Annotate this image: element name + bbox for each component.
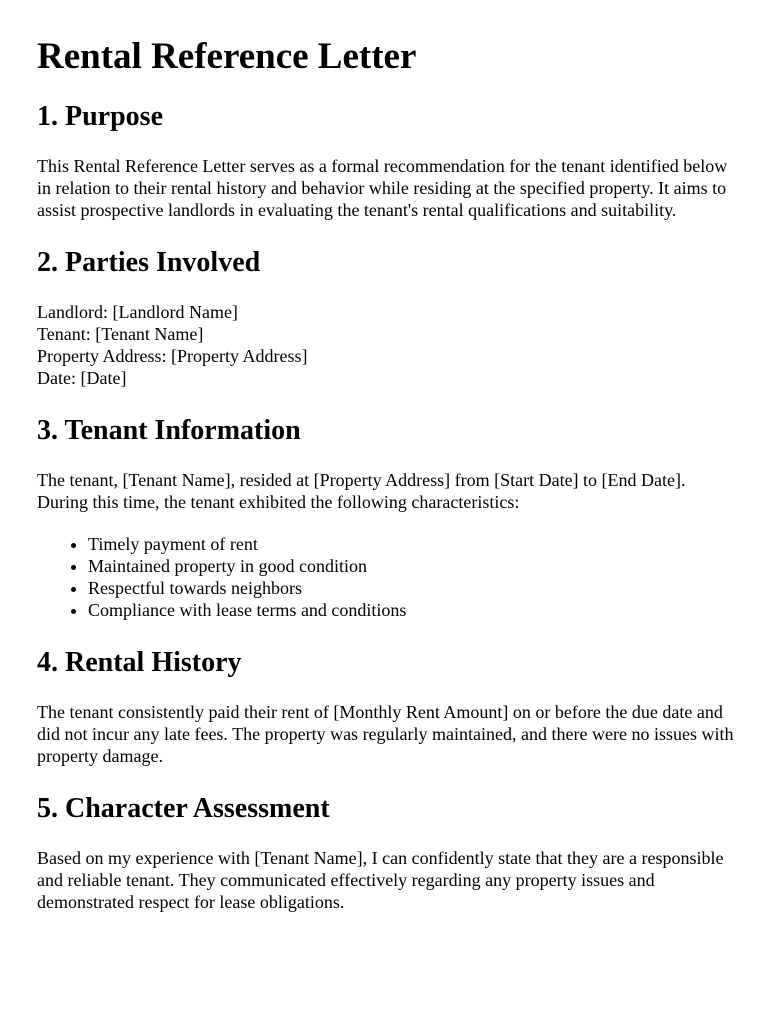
document (37, 0, 737, 913)
section-heading-character: 5. Character Assessment (37, 793, 330, 824)
list-item: • Maintained property in good condition (88, 555, 737, 577)
characteristics-list (37, 533, 737, 621)
section-heading-parties: 2. Parties Involved (37, 247, 261, 278)
party-tenant: Tenant: [Tenant Name] (37, 324, 204, 344)
parties-block (37, 301, 737, 389)
party-property-address: Property Address: [Property Address] (37, 346, 308, 366)
list-item: • Respectful towards neighbors (88, 577, 737, 599)
section-heading-tenant-info: 3. Tenant Information (37, 415, 301, 446)
party-date: Date: [Date] (37, 368, 127, 388)
section-body-character: Based on my experience with [Tenant Name], I can confidently state that they are a responsible and reliable tenant. They communicated effectively regarding any property issues and demonstrated respect for lease obligations. (37, 848, 724, 912)
document-title: Rental Reference Letter (37, 36, 417, 77)
party-landlord: Landlord: [Landlord Name] (37, 302, 238, 322)
section-body-tenant-info: The tenant, [Tenant Name], resided at [Property Address] from [Start Date] to [End Date]. During this time, the tenant exhibited the following characteristics: (37, 470, 686, 512)
list-item: • Compliance with lease terms and conditions (88, 599, 737, 621)
section-heading-purpose: 1. Purpose (37, 101, 163, 132)
list-item: • Timely payment of rent (88, 533, 737, 555)
section-body-purpose: This Rental Reference Letter serves as a formal recommendation for the tenant identified below in relation to their rental history and behavior while residing at the specified property. It aims to assist prospective landlords in evaluating the tenant's rental qualifications and suitability. (37, 156, 728, 220)
section-heading-rental-history: 4. Rental History (37, 647, 242, 678)
section-body-rental-history: The tenant consistently paid their rent of [Monthly Rent Amount] on or before the due date and did not incur any late fees. The property was regularly maintained, and there were no issues with property damage. (37, 702, 734, 766)
